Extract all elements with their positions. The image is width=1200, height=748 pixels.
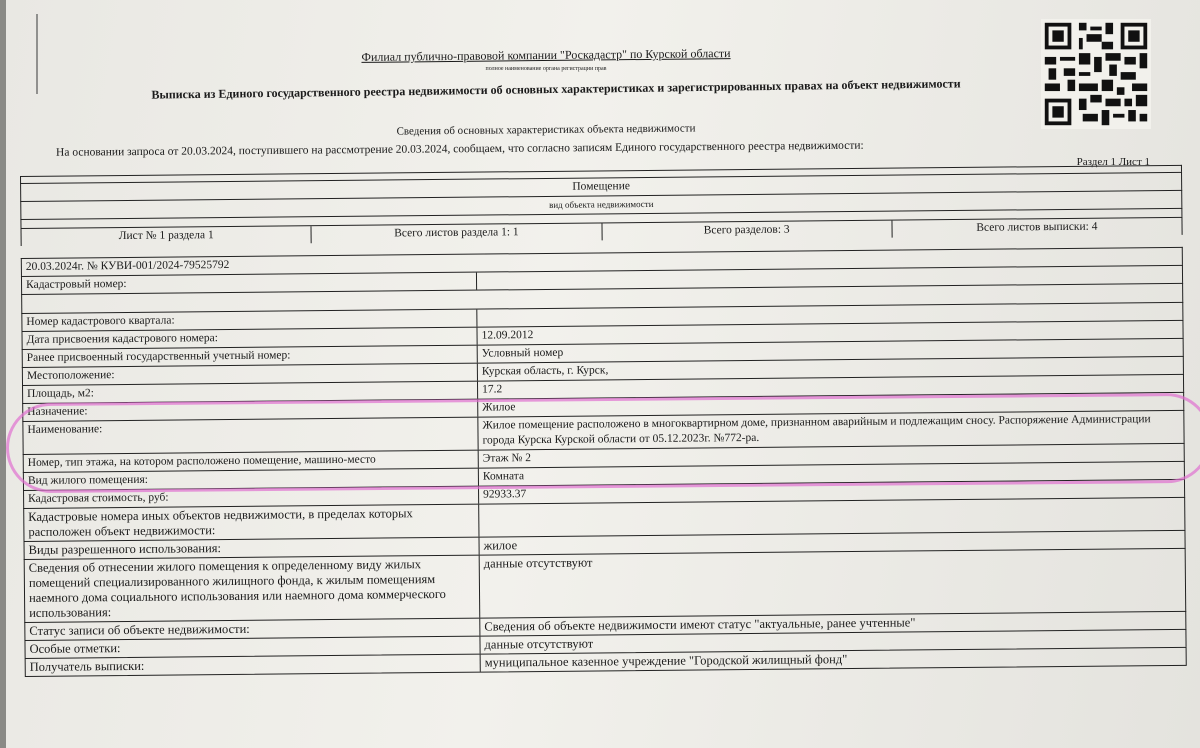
document-title: Выписка из Единого государственного реестра недвижимости об основных характеристиках и зарегистрированных правах на объект недвижимости (151, 76, 961, 102)
row-label: Наименование: (23, 418, 478, 454)
document-subtitle: Сведения об основных характеристиках объекта недвижимости (396, 122, 696, 138)
request-basis: На основании запроса от 20.03.2024, поступившего на рассмотрение 20.03.2024, сообщаем, что согласно записям Единого государственного реестра недвижимости: (55, 139, 864, 159)
row-label: Кадастровая стоимость, руб: (24, 487, 479, 508)
row-value: Сведения об объекте недвижимости имеют статус "актуальные, ранее учтенные" (484, 615, 916, 634)
row-label: Номер, тип этажа, на котором расположено помещение, машино-место (24, 451, 479, 472)
row-label: Кадастровые номера иных объектов недвижимости, в пределах которых расположен объект недвижимости: (24, 505, 479, 541)
document-sheet (6, 0, 1200, 748)
qr-code-icon (1041, 14, 1151, 134)
row-value: данные отсутствуют (484, 636, 594, 652)
marker-highlight (6, 393, 1200, 494)
table-row (24, 548, 1187, 622)
row-value: Курская область, г. Курск, (481, 364, 609, 378)
row-value: 17.2 (482, 383, 503, 396)
cadastral-number-label: Кадастровый номер: (22, 273, 477, 294)
row-label: Особые отметки: (25, 637, 480, 658)
doc-number: 20.03.2024г. № КУВИ-001/2024-79525792 (25, 258, 230, 273)
row-label: Вид жилого помещения: (24, 469, 479, 490)
row-label: Получатель выписки: (26, 655, 481, 676)
row-label: Назначение: (23, 400, 478, 421)
branch-caption: полное наименование органа регистрации прав (485, 66, 607, 72)
row-value: 92933.37 (483, 488, 527, 501)
total-extract-sheets: Всего листов выписки: 4 (976, 220, 1098, 234)
section-label: Раздел 1 Лист 1 (1076, 156, 1150, 168)
row-label: Площадь, м2: (23, 382, 478, 403)
row-value: 12.09.2012 (481, 329, 534, 342)
sheet-number: Лист № 1 раздела 1 (22, 226, 312, 246)
row-value: Жилое (482, 401, 516, 414)
row-value: Жилое помещение расположено в многоквартирном доме, признанном аварийным и подлежащим сносу. Распоряжение Администрации города Курска Курской области от 05.12.2023г. №772-ра. (482, 413, 1151, 447)
row-label: Ранее присвоенный государственный учетный номер: (23, 346, 478, 367)
object-type: Помещение (572, 180, 630, 193)
row-value: муниципальное казенное учреждение "Городской жилищный фонд" (484, 652, 848, 670)
row-label: Статус записи об объекте недвижимости: (25, 619, 480, 640)
row-value: Условный номер (481, 346, 564, 360)
row-label: Сведения об отнесении жилого помещения к определенному виду жилых помещений специализированного жилищного фонда, к жилым помещениям наемного дома социального использования или наемного дома коммерческого использования: (25, 556, 481, 622)
object-type-caption: вид объекта недвижимости (549, 198, 654, 210)
total-sections: Всего разделов: 3 (602, 221, 892, 241)
total-section-sheets: Всего листов раздела 1: 1 (312, 223, 602, 243)
row-value: данные отсутствуют (483, 555, 593, 571)
row-value: Этаж № 2 (482, 452, 532, 465)
row-label: Местоположение: (23, 364, 478, 385)
row-value (479, 498, 1184, 537)
row-label: Виды разрешенного использования: (25, 538, 480, 559)
row-value: Комната (482, 470, 525, 483)
branch-name: Филиал публично-правовой компании "Роскадастр" по Курской области (361, 46, 731, 64)
row-label: Дата присвоения кадастрового номера: (22, 328, 477, 349)
row-label: Номер кадастрового квартала: (22, 310, 477, 331)
row-value: жилое (483, 538, 518, 553)
